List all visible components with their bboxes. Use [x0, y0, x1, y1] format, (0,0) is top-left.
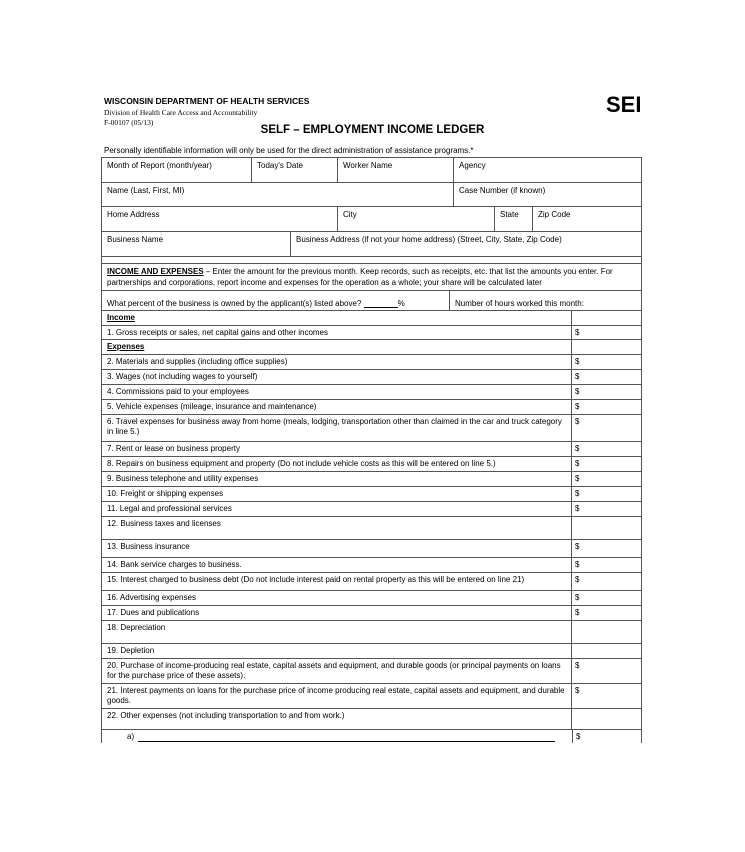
division-name: Division of Health Care Access and Accountability: [104, 108, 258, 117]
expense-item-label: 17. Dues and publications: [102, 606, 572, 620]
expense-item-row: [102, 442, 641, 457]
case-number-field[interactable]: [454, 183, 641, 206]
income-item-row: [102, 326, 641, 341]
expense-item-row: [102, 591, 641, 606]
expense-item-label: 4. Commissions paid to your employees: [102, 385, 572, 399]
expense-item-label: 6. Travel expenses for business away from home (meals, lodging, transportation other than claimed in the car and truck category in line 5.): [102, 415, 572, 441]
other-expense-sub-row: [102, 730, 641, 744]
currency-sign: $: [575, 371, 580, 381]
page-title: SELF – EMPLOYMENT INCOME LEDGER: [260, 124, 485, 136]
expense-item-row: [102, 621, 641, 644]
expense-item-label: 14. Bank service charges to business.: [102, 558, 572, 572]
expense-item-row: [102, 644, 641, 659]
expense-item-row: [102, 573, 641, 591]
city-label: City: [343, 210, 357, 219]
expense-item-amount-field[interactable]: [572, 659, 641, 683]
expense-item-label: 10. Freight or shipping expenses: [102, 487, 572, 501]
income-heading: Income: [107, 313, 136, 322]
currency-sign: $: [575, 443, 580, 453]
home-address-label: Home Address: [107, 210, 160, 219]
expense-item-row: [102, 502, 641, 517]
currency-sign: $: [575, 327, 580, 337]
expense-item-row: [102, 606, 641, 621]
city-field[interactable]: [338, 207, 495, 231]
currency-sign: $: [575, 574, 580, 584]
expense-item-amount-field[interactable]: [572, 644, 641, 658]
instructions-text: – Enter the amount for the previous month. Keep records, such as receipts, etc. that list the amounts you enter. For partnerships and corporations, report income and expenses for the operation as a whole; your share will be calculated later: [107, 267, 613, 287]
expense-item-label: 15. Interest charged to business debt (Do not include interest paid on rental property as this will be entered on line 21): [102, 573, 572, 590]
currency-sign: $: [575, 386, 580, 396]
month-of-report-field[interactable]: [102, 158, 252, 182]
worker-name-field[interactable]: [338, 158, 454, 182]
worker-name-label: Worker Name: [343, 161, 393, 170]
income-heading-cell: [102, 311, 572, 325]
income-item-amount-field[interactable]: [572, 326, 641, 340]
expense-item-amount-field[interactable]: [572, 457, 641, 471]
currency-sign: $: [575, 356, 580, 366]
currency-sign: $: [575, 503, 580, 513]
percent-owned-label: What percent of the business is owned by the applicant(s) listed above?: [107, 299, 362, 308]
expense-item-amount-field[interactable]: [572, 684, 641, 708]
ownership-row: [101, 291, 642, 311]
expense-item-amount-field[interactable]: [572, 385, 641, 399]
currency-sign: $: [575, 607, 580, 617]
row-business: [101, 232, 642, 257]
expense-item-label: 2. Materials and supplies (including office supplies): [102, 355, 572, 369]
other-expense-sub-amount[interactable]: [572, 730, 641, 744]
name-field[interactable]: [102, 183, 454, 206]
instructions: [101, 263, 642, 291]
expense-item-label: 19. Depletion: [102, 644, 572, 658]
expense-item-label: 9. Business telephone and utility expenses: [102, 472, 572, 486]
expense-item-label: 12. Business taxes and licenses: [102, 517, 572, 539]
currency-sign: $: [575, 685, 580, 695]
expense-item-label: 22. Other expenses (not including transportation to and from work.): [102, 709, 572, 729]
expense-item-label: 11. Legal and professional services: [102, 502, 572, 516]
currency-sign: $: [575, 416, 580, 426]
row-address: [101, 207, 642, 232]
currency-sign: $: [575, 401, 580, 411]
currency-sign: $: [575, 541, 580, 551]
state-field[interactable]: [495, 207, 533, 231]
expense-item-label: 5. Vehicle expenses (mileage, insurance and maintenance): [102, 400, 572, 414]
expense-item-amount-field[interactable]: [572, 472, 641, 486]
agency-name: WISCONSIN DEPARTMENT OF HEALTH SERVICES: [104, 96, 310, 106]
expenses-heading-cell: [102, 340, 572, 354]
expense-item-row: [102, 472, 641, 487]
name-label: Name (Last, First, MI): [107, 186, 185, 195]
case-number-label: Case Number (if known): [459, 186, 546, 195]
expense-item-row: [102, 355, 641, 370]
pii-notice: Personally identifiable information will only be used for the direct administration of assistance programs.*: [104, 146, 474, 155]
agency-field[interactable]: [454, 158, 641, 182]
expenses-section-row: [102, 340, 641, 355]
expenses-heading-amount: [572, 340, 641, 354]
expense-item-row: [102, 558, 641, 573]
other-expense-sub-cell[interactable]: [102, 730, 572, 744]
todays-date-field[interactable]: [252, 158, 338, 182]
currency-sign: $: [575, 458, 580, 468]
currency-sign: $: [575, 473, 580, 483]
income-section-row: [102, 311, 641, 326]
business-name-label: Business Name: [107, 235, 164, 244]
expense-item-row: [102, 457, 641, 472]
other-expense-sub-label: a): [127, 731, 135, 741]
hours-worked-label: Number of hours worked this month:: [455, 299, 584, 308]
expense-item-label: 21. Interest payments on loans for the purchase price of income producing real estate, capital assets and equipment, and durable goods.: [102, 684, 572, 708]
business-name-field[interactable]: [102, 232, 291, 256]
expense-item-row: [102, 415, 641, 442]
row-report-info: [101, 157, 642, 183]
expense-item-amount-field[interactable]: [572, 573, 641, 590]
expense-item-row: [102, 400, 641, 415]
expense-item-row: [102, 487, 641, 502]
form-code: SEI: [606, 92, 642, 117]
expense-item-amount-field[interactable]: [572, 606, 641, 620]
expense-item-row: [102, 709, 641, 730]
expense-item-label: 8. Repairs on business equipment and property (Do not include vehicle costs as this will be entered on line 5.): [102, 457, 572, 471]
currency-sign: $: [575, 660, 580, 670]
zip-field[interactable]: [533, 207, 641, 231]
expense-item-label: 13. Business insurance: [102, 540, 572, 557]
form-id: F-00107 (05/13): [104, 118, 154, 127]
expense-item-amount-field[interactable]: [572, 709, 641, 729]
currency-sign: $: [575, 559, 580, 569]
agency-label: Agency: [459, 161, 486, 170]
expense-item-row: [102, 659, 641, 684]
expense-item-amount-field[interactable]: [572, 540, 641, 557]
expense-item-amount-field[interactable]: [572, 442, 641, 456]
currency-sign: $: [575, 592, 580, 602]
expense-item-row: [102, 370, 641, 385]
expense-item-row: [102, 517, 641, 540]
percent-sign: %: [397, 299, 405, 308]
ledger-form: [101, 157, 642, 743]
ledger-table: [101, 311, 642, 743]
todays-date-label: Today's Date: [257, 161, 303, 170]
expense-item-label: 20. Purchase of income-producing real estate, capital assets and equipment, and durable goods (or principal payments on loans for the purchase price of these assets).: [102, 659, 572, 683]
percent-owned-field[interactable]: [102, 291, 450, 310]
expense-item-amount-field[interactable]: [572, 400, 641, 414]
row-name: [101, 183, 642, 207]
business-address-label: Business Address (if not your home address) (Street, City, State, Zip Code): [296, 235, 562, 244]
expense-item-amount-field[interactable]: [572, 487, 641, 501]
state-label: State: [500, 210, 519, 219]
income-heading-amount: [572, 311, 641, 325]
other-expense-blank[interactable]: [138, 732, 555, 743]
expense-item-amount-field[interactable]: [572, 370, 641, 384]
zip-label: Zip Code: [538, 210, 571, 219]
expense-item-amount-field[interactable]: [572, 502, 641, 516]
expense-item-row: [102, 385, 641, 400]
month-of-report-label: Month of Report (month/year): [107, 161, 212, 170]
instructions-heading: INCOME AND EXPENSES: [107, 267, 204, 276]
expense-item-amount-field[interactable]: [572, 517, 641, 539]
percent-blank[interactable]: [364, 299, 398, 308]
business-address-field[interactable]: [291, 232, 641, 256]
currency-sign: $: [576, 731, 581, 741]
expense-item-amount-field[interactable]: [572, 558, 641, 572]
expense-item-amount-field[interactable]: [572, 621, 641, 643]
currency-sign: $: [575, 488, 580, 498]
home-address-field[interactable]: [102, 207, 338, 231]
expense-item-amount-field[interactable]: [572, 355, 641, 369]
expense-item-label: 3. Wages (not including wages to yourself): [102, 370, 572, 384]
expense-item-label: 16. Advertising expenses: [102, 591, 572, 605]
expense-item-amount-field[interactable]: [572, 415, 641, 441]
expense-item-row: [102, 540, 641, 558]
expenses-heading: Expenses: [107, 342, 145, 351]
expense-item-label: 18. Depreciation: [102, 621, 572, 643]
income-item-label: 1. Gross receipts or sales, net capital gains and other incomes: [102, 326, 572, 340]
expense-item-row: [102, 684, 641, 709]
hours-worked-field[interactable]: [450, 291, 641, 310]
expense-item-amount-field[interactable]: [572, 591, 641, 605]
expense-item-label: 7. Rent or lease on business property: [102, 442, 572, 456]
